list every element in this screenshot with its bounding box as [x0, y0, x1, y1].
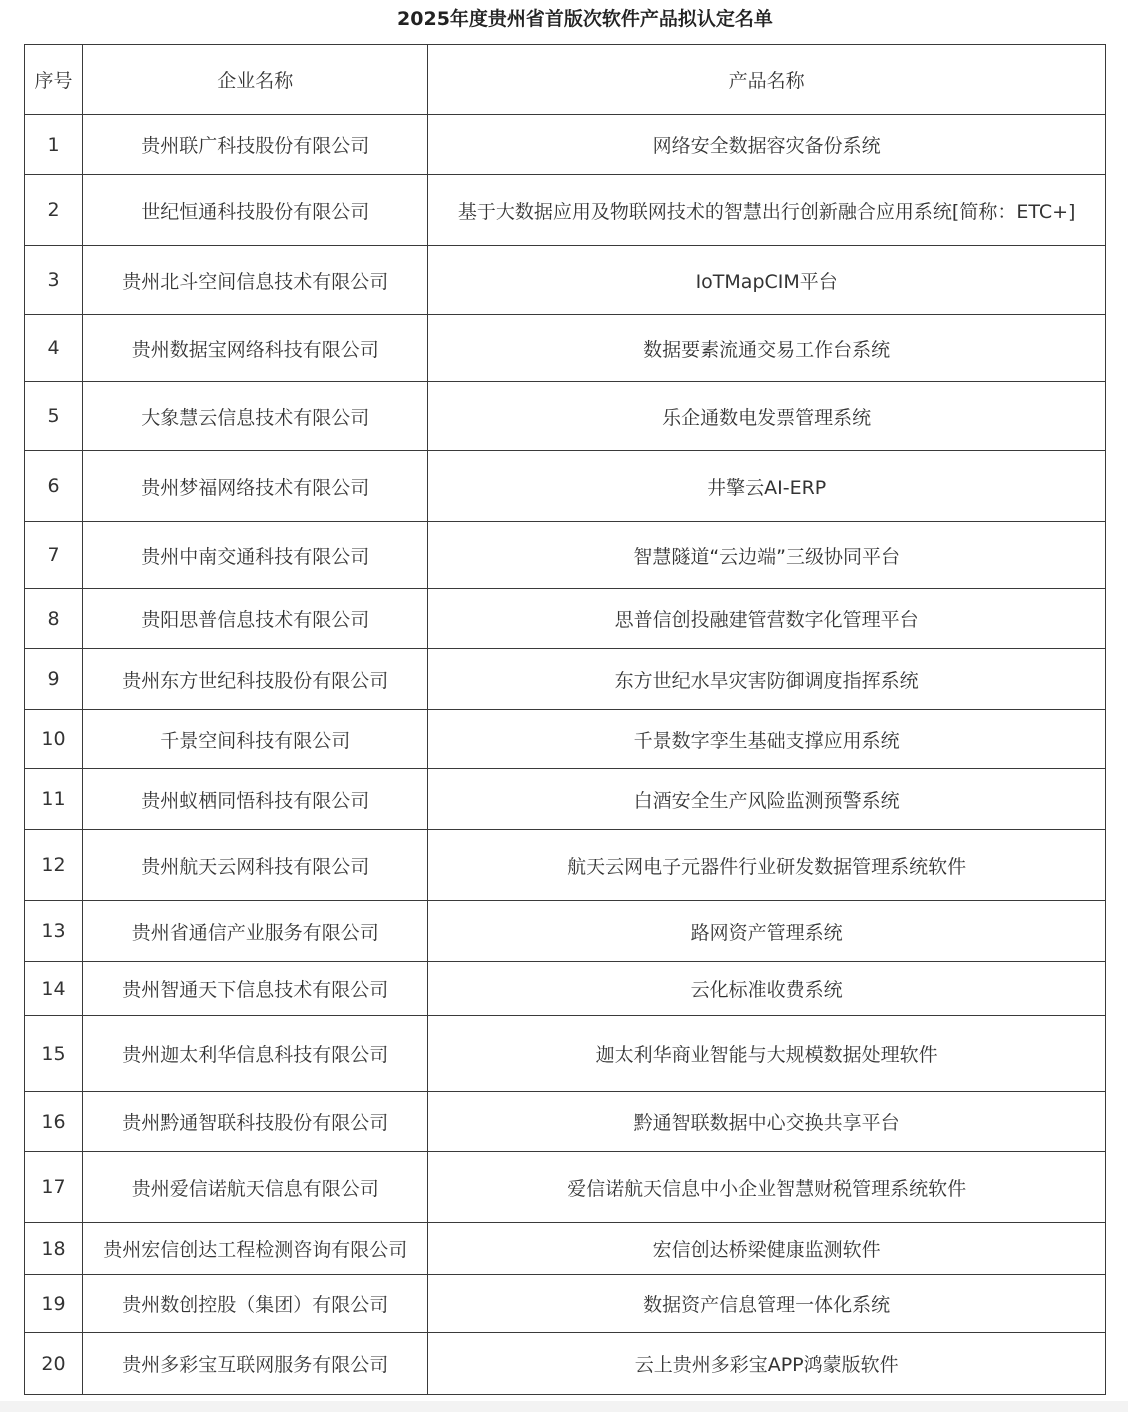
table-row	[25, 1152, 1106, 1223]
row-company: 贵州爱信诺航天信息有限公司	[83, 1152, 428, 1223]
row-index: 1	[25, 115, 83, 175]
bottom-strip	[0, 1401, 1128, 1412]
row-index: 3	[25, 246, 83, 315]
header-product: 产品名称	[428, 45, 1106, 115]
row-product: 路网资产管理系统	[428, 901, 1106, 962]
table-row	[25, 1223, 1106, 1275]
row-index: 10	[25, 710, 83, 769]
row-company: 贵州迦太利华信息科技有限公司	[83, 1016, 428, 1092]
table-row	[25, 115, 1106, 175]
row-index: 16	[25, 1092, 83, 1152]
row-company: 贵阳思普信息技术有限公司	[83, 589, 428, 649]
row-index: 18	[25, 1223, 83, 1275]
table-row	[25, 589, 1106, 649]
row-index: 11	[25, 769, 83, 830]
row-product: 白酒安全生产风险监测预警系统	[428, 769, 1106, 830]
table-row	[25, 1016, 1106, 1092]
row-product: 思普信创投融建管营数字化管理平台	[428, 589, 1106, 649]
row-company: 贵州蚁栖同悟科技有限公司	[83, 769, 428, 830]
row-company: 贵州数据宝网络科技有限公司	[83, 315, 428, 382]
row-product: 爱信诺航天信息中小企业智慧财税管理系统软件	[428, 1152, 1106, 1223]
table-row	[25, 522, 1106, 589]
row-index: 4	[25, 315, 83, 382]
row-product: 航天云网电子元器件行业研发数据管理系统软件	[428, 830, 1106, 901]
row-index: 2	[25, 175, 83, 246]
row-product: 东方世纪水旱灾害防御调度指挥系统	[428, 649, 1106, 710]
table-row	[25, 769, 1106, 830]
table-row	[25, 315, 1106, 382]
page-title: 2025年度贵州省首版次软件产品拟认定名单	[397, 8, 773, 30]
table-row	[25, 246, 1106, 315]
row-index: 15	[25, 1016, 83, 1092]
row-product: 乐企通数电发票管理系统	[428, 382, 1106, 451]
row-product: 迦太利华商业智能与大规模数据处理软件	[428, 1016, 1106, 1092]
row-company: 贵州省通信产业服务有限公司	[83, 901, 428, 962]
table-row	[25, 451, 1106, 522]
table-row	[25, 382, 1106, 451]
table-row	[25, 1333, 1106, 1395]
row-company: 千景空间科技有限公司	[83, 710, 428, 769]
table-row	[25, 901, 1106, 962]
row-product: 数据资产信息管理一体化系统	[428, 1275, 1106, 1333]
table-row	[25, 830, 1106, 901]
row-company: 世纪恒通科技股份有限公司	[83, 175, 428, 246]
header-index: 序号	[25, 45, 83, 115]
row-company: 贵州北斗空间信息技术有限公司	[83, 246, 428, 315]
approval-list-table	[24, 44, 1106, 1395]
row-company: 贵州多彩宝互联网服务有限公司	[83, 1333, 428, 1395]
row-company: 贵州东方世纪科技股份有限公司	[83, 649, 428, 710]
table-row	[25, 649, 1106, 710]
row-product: IoTMapCIM平台	[428, 246, 1106, 315]
row-index: 14	[25, 962, 83, 1016]
table-row	[25, 1092, 1106, 1152]
row-index: 19	[25, 1275, 83, 1333]
row-company: 贵州航天云网科技有限公司	[83, 830, 428, 901]
row-product: 云上贵州多彩宝APP鸿蒙版软件	[428, 1333, 1106, 1395]
row-index: 12	[25, 830, 83, 901]
row-company: 贵州黔通智联科技股份有限公司	[83, 1092, 428, 1152]
row-product: 智慧隧道“云边端”三级协同平台	[428, 522, 1106, 589]
row-index: 20	[25, 1333, 83, 1395]
table-row	[25, 962, 1106, 1016]
row-company: 贵州宏信创达工程检测咨询有限公司	[83, 1223, 428, 1275]
row-index: 6	[25, 451, 83, 522]
row-company: 贵州梦福网络技术有限公司	[83, 451, 428, 522]
row-product: 千景数字孪生基础支撑应用系统	[428, 710, 1106, 769]
header-company: 企业名称	[83, 45, 428, 115]
table-body	[25, 115, 1106, 1395]
row-index: 9	[25, 649, 83, 710]
row-company: 贵州数创控股（集团）有限公司	[83, 1275, 428, 1333]
table-header-row	[25, 45, 1106, 115]
row-company: 贵州联广科技股份有限公司	[83, 115, 428, 175]
row-index: 13	[25, 901, 83, 962]
row-product: 井擎云AI-ERP	[428, 451, 1106, 522]
table-row	[25, 1275, 1106, 1333]
row-company: 贵州智通天下信息技术有限公司	[83, 962, 428, 1016]
table-row	[25, 710, 1106, 769]
row-product: 数据要素流通交易工作台系统	[428, 315, 1106, 382]
table-row	[25, 175, 1106, 246]
row-company: 大象慧云信息技术有限公司	[83, 382, 428, 451]
row-product: 基于大数据应用及物联网技术的智慧出行创新融合应用系统[简称：ETC+]	[428, 175, 1106, 246]
row-product: 宏信创达桥梁健康监测软件	[428, 1223, 1106, 1275]
row-product: 黔通智联数据中心交换共享平台	[428, 1092, 1106, 1152]
row-product: 云化标准收费系统	[428, 962, 1106, 1016]
row-index: 17	[25, 1152, 83, 1223]
row-index: 7	[25, 522, 83, 589]
row-index: 8	[25, 589, 83, 649]
row-index: 5	[25, 382, 83, 451]
row-product: 网络安全数据容灾备份系统	[428, 115, 1106, 175]
row-company: 贵州中南交通科技有限公司	[83, 522, 428, 589]
